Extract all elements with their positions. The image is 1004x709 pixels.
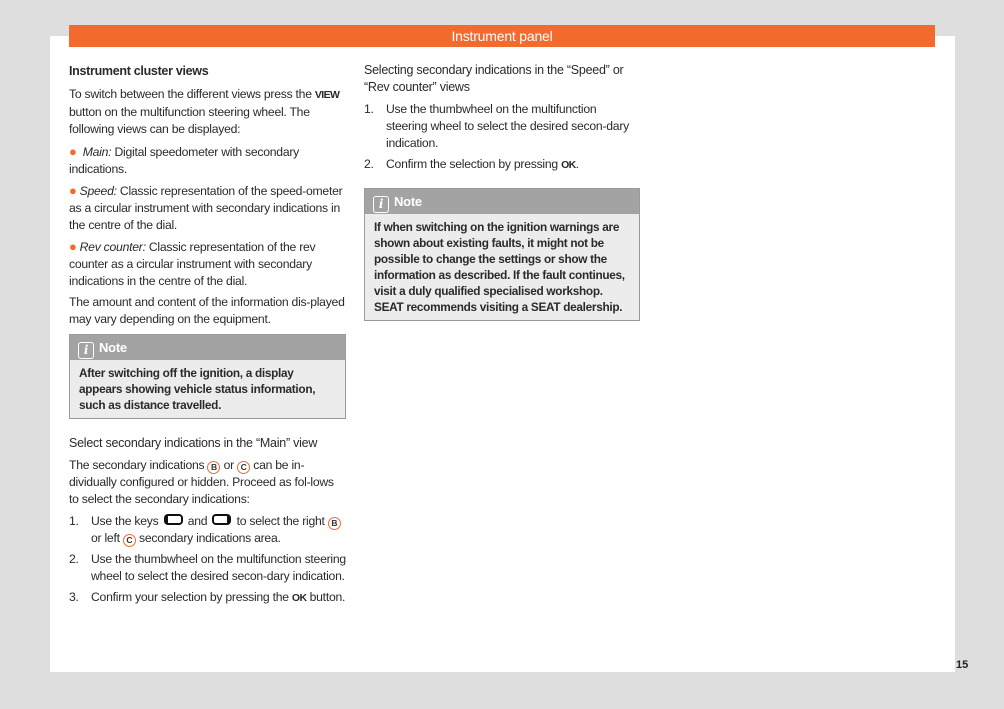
step-item: 1. Use the keys and to select the right B or left C secondary indications area. xyxy=(69,513,346,547)
view-item-rev-counter: ● Rev counter: Classic representation of the rev counter as a circular instrument with secondary indications in the centre of the dial. xyxy=(69,239,316,288)
right-column xyxy=(364,62,640,321)
chapter-header: Instrument panel xyxy=(69,25,935,47)
speed-rev-view-title: Selecting secondary indications in the “Speed” or “Rev counter” views xyxy=(364,63,624,94)
left-column xyxy=(69,63,346,611)
callout-b-icon: B xyxy=(328,517,341,530)
note-box xyxy=(364,188,640,321)
info-icon: i xyxy=(373,196,389,213)
bullet-icon: ● xyxy=(69,144,77,159)
step-item: 2. Confirm the selection by pressing OK. xyxy=(364,157,579,171)
step-item: 1. Use the thumbwheel on the multifunction steering wheel to select the desired secon-dary indication. xyxy=(364,102,629,150)
step-item: 3. Confirm your selection by pressing the OK button. xyxy=(69,590,346,604)
main-view-intro: The secondary indications B or C can be in-dividually configured or hidden. Proceed as fol-lows to select the secondary indications: xyxy=(69,458,334,506)
equipment-paragraph: The amount and content of the information dis-played may vary depending on the equipment. xyxy=(69,295,345,326)
bullet-icon: ● xyxy=(69,239,77,254)
speed-rev-steps xyxy=(364,101,640,174)
callout-c-icon: C xyxy=(123,534,136,547)
info-icon: i xyxy=(78,342,94,359)
bullet-icon: ● xyxy=(69,183,77,198)
intro-paragraph: To switch between the different views press the VIEW button on the multifunction steering wheel. The following views can be displayed: xyxy=(69,87,340,136)
right-key-icon xyxy=(212,514,231,525)
ok-key-label: OK xyxy=(291,592,307,604)
main-view-title: Select secondary indications in the “Main” view xyxy=(69,436,318,450)
view-item-main: ● Main: Digital speedometer with secondary indications. xyxy=(69,144,300,176)
view-key-label: VIEW xyxy=(314,89,340,101)
section-title: Instrument cluster views xyxy=(69,64,209,78)
note-box xyxy=(69,334,346,419)
step-item: 2. Use the thumbwheel on the multifunction steering wheel to select the desired secon-dary indication. xyxy=(69,552,346,583)
callout-b-icon: B xyxy=(207,461,220,474)
note-header: i Note xyxy=(70,335,345,360)
note-header: i Note xyxy=(365,189,639,214)
note-body: After switching off the ignition, a display appears showing vehicle status information, such as distance travelled. xyxy=(79,366,316,412)
ok-key-label: OK xyxy=(561,159,576,171)
note-body: If when switching on the ignition warnings are shown about existing faults, it might not be possible to change the settings or show the information as described. If the fault continues, visit a duly qualified specialised workshop. SEAT recommends visiting a SEAT dealership. xyxy=(374,220,625,314)
callout-c-icon: C xyxy=(237,461,250,474)
view-item-speed: ● Speed: Classic representation of the speed-ometer as a circular instrument with secondary indications in the centre of the dial. xyxy=(69,183,343,232)
left-key-icon xyxy=(164,514,183,525)
main-view-steps xyxy=(69,513,346,607)
page-number: 15 xyxy=(956,659,969,671)
